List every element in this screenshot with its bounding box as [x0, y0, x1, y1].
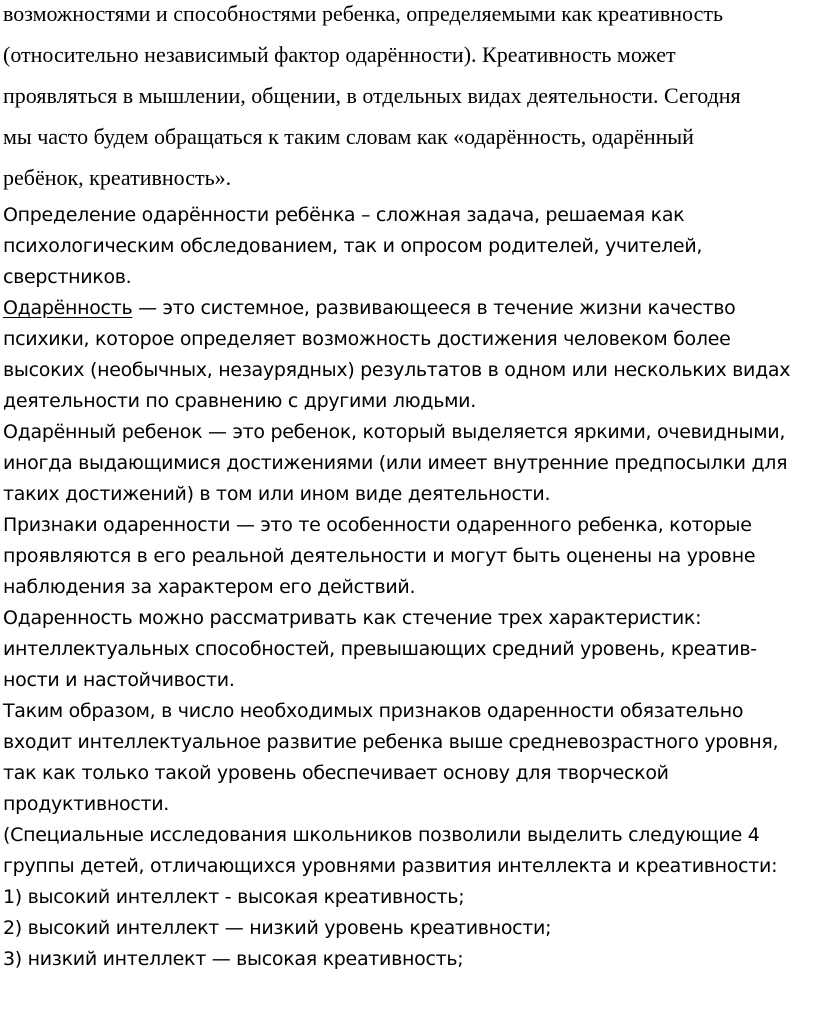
text-line: Определение одарённости ребёнка – сложная задача, решаемая как [3, 204, 685, 226]
giftedness-term: Одарённость [3, 297, 133, 319]
text-line: наблюдения за характером его действий. [3, 576, 416, 598]
text-line: ности и настойчивости. [3, 669, 235, 691]
text-line: иногда выдающимися достижениями (или имеет внутренние предпосылки для [3, 452, 788, 474]
text-line: высоких (необычных, незаурядных) результатов в одном или нескольких видах [3, 359, 791, 381]
intro-line: ребёнок, креативность». [3, 165, 232, 190]
text-line: Одаренность можно рассматривать как стечение трех характеристик: [3, 607, 702, 629]
intro-line: возможностями и способностями ребенка, определяемыми как креативность [3, 1, 723, 26]
gifted-child-paragraph [3, 417, 815, 510]
list-item: 2) высокий интеллект — низкий уровень креативности; [3, 917, 552, 939]
intro-line: мы часто будем обращаться к таким словам как «одарённость, одарённый [3, 124, 694, 149]
text-line: таких достижений) в том или ином виде деятельности. [3, 483, 551, 505]
text-line: проявляются в его реальной деятельности и могут быть оценены на уровне [3, 545, 756, 567]
main-text [3, 200, 815, 975]
list-item: 3) низкий интеллект — высокая креативность; [3, 948, 464, 970]
text-line: Одарённый ребенок — это ребенок, который выделяется яркими, очевидными, [3, 421, 786, 443]
text-line: Признаки одаренности — это те особенности одаренного ребенка, которые [3, 514, 752, 536]
text-line: группы детей, отличающихся уровнями развития интеллекта и креативности: [3, 855, 778, 877]
text-line: сверстников. [3, 266, 132, 288]
three-traits-paragraph [3, 603, 815, 696]
signs-paragraph [3, 510, 815, 603]
text-line: психологическим обследованием, так и опросом родителей, учителей, [3, 235, 703, 257]
text-line: интеллектуальных способностей, превышающих средний уровень, креатив- [3, 638, 757, 660]
text-line: (Специальные исследования школьников позволили выделить следующие 4 [3, 824, 760, 846]
intro-paragraph [3, 0, 813, 205]
intro-line: (относительно независимый фактор одарённости). Креативность может [3, 42, 676, 67]
text-line: психики, которое определяет возможность достижения человеком более [3, 328, 731, 350]
text-line: Таким образом, в число необходимых признаков одаренности обязательно [3, 700, 744, 722]
research-paragraph [3, 820, 815, 882]
conclusion-paragraph [3, 696, 815, 820]
giftedness-definition-start: — это системное, развивающееся в течение жизни качество [132, 297, 736, 319]
intro-line: проявляться в мышлении, общении, в отдельных видах деятельности. Сегодня [3, 83, 741, 108]
text-line: продуктивности. [3, 793, 170, 815]
text-line: деятельности по сравнению с другими людьми. [3, 390, 476, 412]
text-line: входит интеллектуальное развитие ребенка выше средневозрастного уровня, [3, 731, 779, 753]
list-item: 1) высокий интеллект - высокая креативность; [3, 886, 465, 908]
groups-list [3, 882, 815, 975]
text-line: так как только такой уровень обеспечивает основу для творческой [3, 762, 669, 784]
definition-paragraph [3, 200, 815, 293]
text-line [3, 293, 815, 324]
giftedness-paragraph [3, 293, 815, 417]
